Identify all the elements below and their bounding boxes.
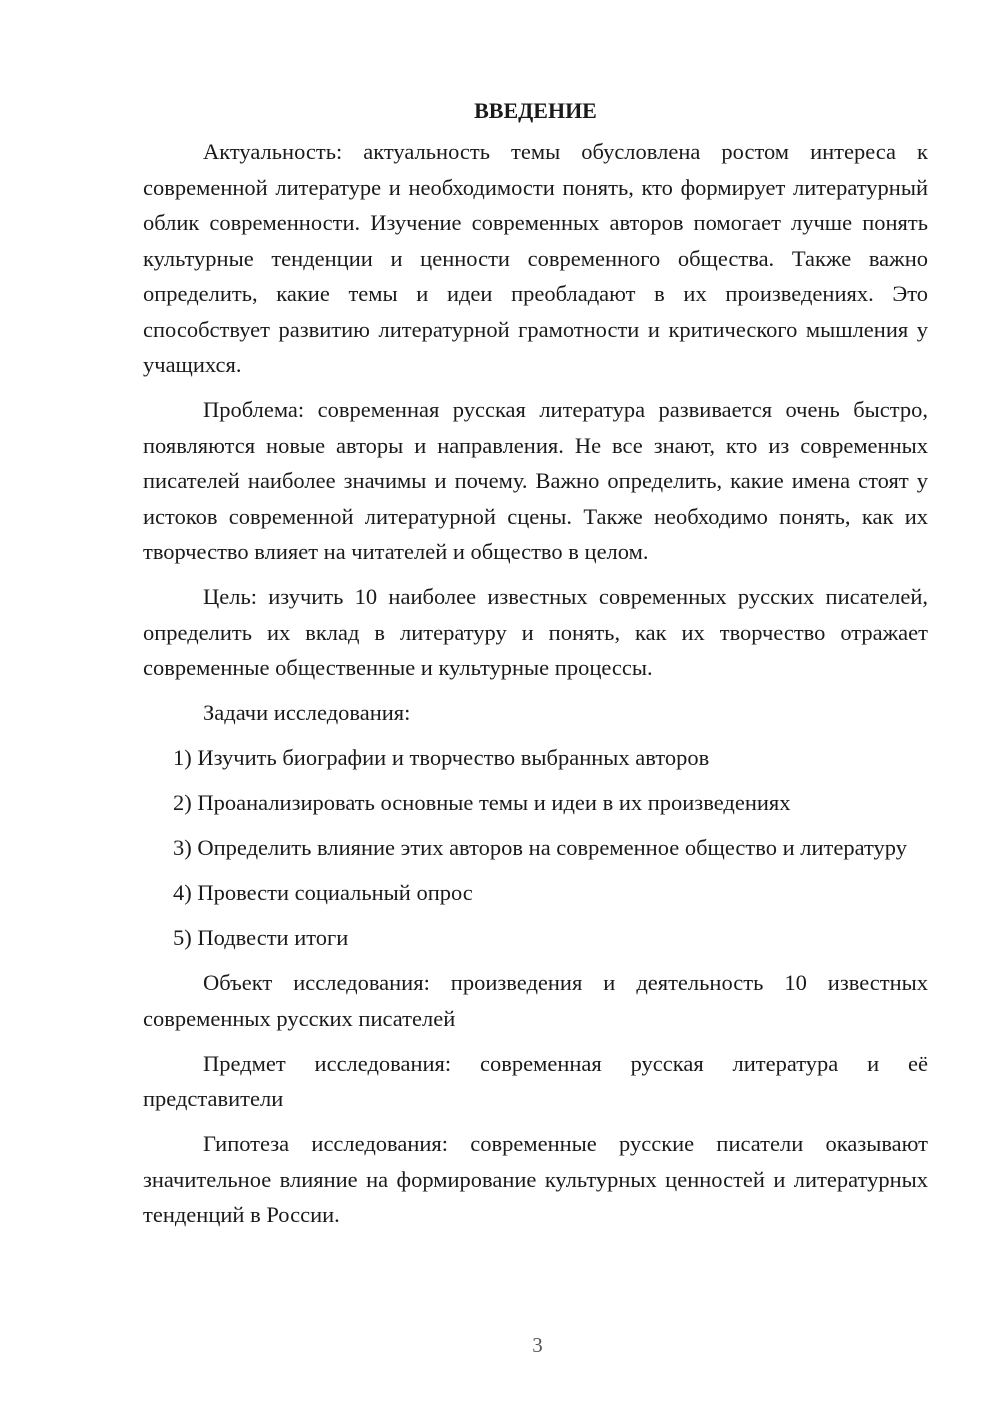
object-paragraph: Объект исследования: произведения и деятельность 10 известных современных русских писателей: [143, 970, 928, 1031]
section-heading: ВВЕДЕНИЕ: [474, 98, 597, 123]
relevance-paragraph: Актуальность: актуальность темы обусловлена ростом интереса к современной литературе и необходимости понять, кто формирует литературный облик современности. Изучение современных авторов помогает лучше понять культурные тенденции и ценности современного общества. Также важно определить, какие темы и идеи преобладают в их произведениях. Это способствует развитию литературной грамотности и критического мышления у учащихся.: [143, 139, 928, 377]
problem-paragraph: Проблема: современная русская литература развивается очень быстро, появляются новые авторы и направления. Не все знают, кто из современных писателей наиболее значимы и почему. Важно определить, какие имена стоят у истоков современной литературной сцены. Также необходимо понять, как их творчество влияет на читателей и общество в целом.: [143, 397, 928, 564]
task-item: 1) Изучить биографии и творчество выбранных авторов: [173, 745, 710, 770]
task-item: 2) Проанализировать основные темы и идеи в их произведениях: [173, 790, 791, 815]
task-item: 5) Подвести итоги: [173, 925, 349, 950]
goal-paragraph: Цель: изучить 10 наиболее известных современных русских писателей, определить их вклад в литературу и понять, как их творчество отражает современные общественные и культурные процессы.: [143, 584, 928, 680]
tasks-heading: Задачи исследования:: [203, 700, 411, 725]
page-content: [143, 94, 928, 1242]
hypothesis-paragraph: Гипотеза исследования: современные русские писатели оказывают значительное влияние на формирование культурных ценностей и литературных тенденций в России.: [143, 1131, 928, 1227]
page-number: 3: [532, 1333, 543, 1357]
task-item: 4) Провести социальный опрос: [173, 880, 473, 905]
task-item: 3) Определить влияние этих авторов на современное общество и литературу: [173, 835, 907, 860]
subject-paragraph: Предмет исследования: современная русская литература и её представители: [143, 1050, 928, 1111]
